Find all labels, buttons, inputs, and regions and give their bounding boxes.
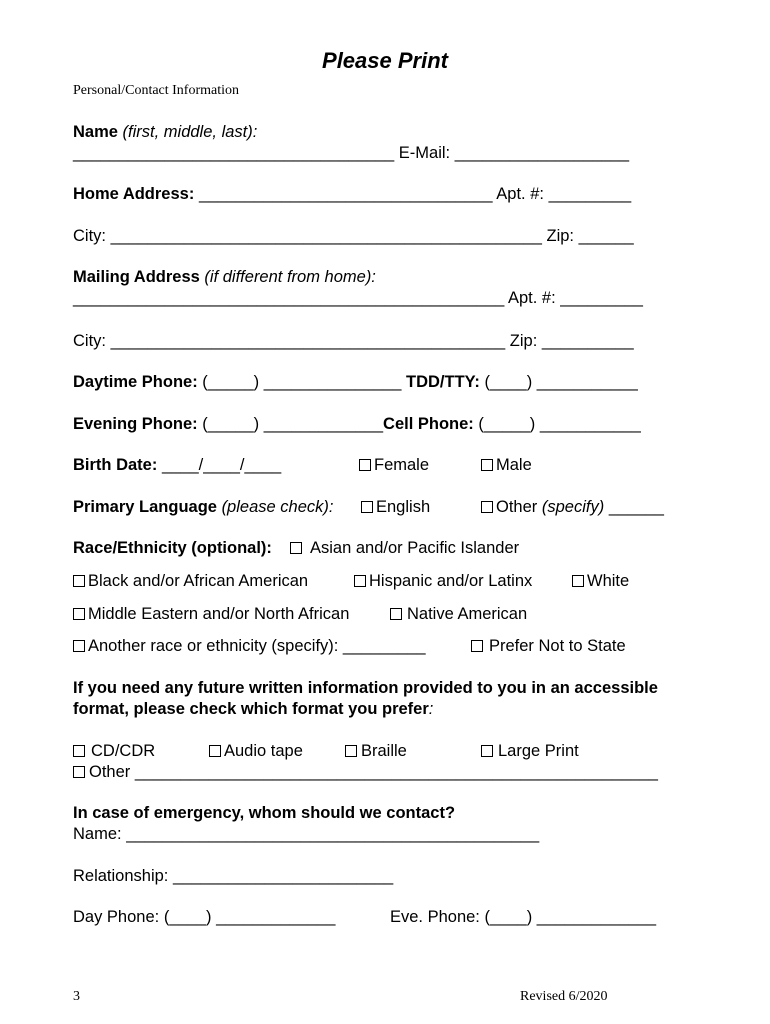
other-format-field[interactable]: _________________________________________________________ (134, 763, 658, 781)
mailing-address-row (73, 267, 376, 287)
audio-tape-option[interactable] (209, 741, 303, 761)
tdd-field[interactable]: (____) ___________ (484, 373, 638, 391)
mailing-apt-label: Apt. #: (507, 289, 556, 307)
another-race-option[interactable] (73, 636, 426, 656)
other-format-option[interactable] (73, 762, 658, 782)
name-hint: (first, middle, last): (122, 123, 258, 141)
evening-phone-label: Evening Phone: (73, 415, 198, 433)
race-label: Race/Ethnicity (optional): (73, 539, 272, 557)
accessible-heading-line1: If you need any future written information provided to you in an accessible (73, 679, 658, 697)
mailing-address-hint: (if different from home): (204, 268, 376, 286)
page-title: Please Print (322, 48, 448, 73)
email-field[interactable]: ___________________ (454, 144, 630, 162)
tdd-label: TDD/TTY: (406, 373, 480, 391)
home-city-field[interactable]: _______________________________________________ (110, 227, 542, 245)
emergency-heading: In case of emergency, whom should we contact? (73, 804, 456, 822)
audio-tape-label: Audio tape (224, 742, 303, 760)
daytime-phone-field[interactable]: (_____) _______________ (202, 373, 402, 391)
primary-language-label: Primary Language (73, 498, 217, 516)
audio-tape-checkbox[interactable] (209, 745, 221, 757)
name-row (73, 122, 257, 142)
emergency-eve-phone-row (390, 907, 656, 927)
cell-phone-label: Cell Phone: (383, 415, 474, 433)
native-american-label: Native American (407, 605, 528, 623)
mailing-city-row (73, 331, 634, 351)
native-american-checkbox[interactable] (390, 608, 402, 620)
home-zip-field[interactable]: ______ (578, 227, 634, 245)
birth-date-field[interactable]: ____/____/____ (161, 456, 282, 474)
mailing-city-label: City: (73, 332, 106, 350)
male-checkbox[interactable] (481, 459, 493, 471)
revised-date: Revised 6/2020 (520, 989, 608, 1004)
mailing-zip-label: Zip: (509, 332, 538, 350)
emergency-day-phone-row (73, 907, 335, 927)
middle-eastern-label: Middle Eastern and/or North African (88, 605, 350, 623)
accessible-heading-line2: format, please check which format you prefer: (73, 700, 434, 718)
mailing-address-label: Mailing Address (73, 268, 200, 286)
prefer-not-checkbox[interactable] (471, 640, 483, 652)
prefer-not-label: Prefer Not to State (489, 637, 626, 655)
middle-eastern-checkbox[interactable] (73, 608, 85, 620)
section-label: Personal/Contact Information (73, 83, 240, 98)
other-language-label: Other (496, 498, 538, 516)
english-option[interactable] (361, 497, 430, 517)
cd-checkbox[interactable] (73, 745, 85, 757)
birth-date-row (73, 455, 281, 475)
middle-eastern-option[interactable] (73, 604, 349, 624)
mailing-zip-field[interactable]: __________ (541, 332, 634, 350)
prefer-not-option[interactable] (471, 636, 626, 656)
english-checkbox[interactable] (361, 501, 373, 513)
black-label: Black and/or African American (88, 572, 309, 590)
name-field[interactable]: ___________________________________ (73, 144, 395, 162)
emergency-day-phone-field[interactable]: (____) _____________ (163, 908, 336, 926)
name-label: Name (73, 123, 118, 141)
english-label: English (376, 498, 431, 516)
hispanic-label: Hispanic and/or Latinx (369, 572, 533, 590)
page-number: 3 (73, 989, 80, 1004)
emergency-eve-phone-label: Eve. Phone: (390, 908, 480, 926)
another-race-checkbox[interactable] (73, 640, 85, 652)
other-language-checkbox[interactable] (481, 501, 493, 513)
large-print-label: Large Print (498, 742, 579, 760)
relationship-label: Relationship: (73, 867, 169, 885)
asian-label: Asian and/or Pacific Islander (310, 539, 520, 557)
other-language-field[interactable]: ______ (608, 498, 664, 516)
mailing-apt-field[interactable]: _________ (560, 289, 643, 307)
cd-option[interactable] (73, 741, 155, 761)
daytime-phone-label: Daytime Phone: (73, 373, 198, 391)
emergency-day-phone-label: Day Phone: (73, 908, 160, 926)
mailing-city-field[interactable]: ___________________________________________ (110, 332, 506, 350)
emergency-name-field[interactable]: _____________________________________________ (126, 825, 540, 843)
home-address-row (73, 184, 631, 204)
birth-date-label: Birth Date: (73, 456, 158, 474)
white-checkbox[interactable] (572, 575, 584, 587)
name-email-row (73, 143, 629, 163)
home-apt-label: Apt. #: (496, 185, 544, 203)
cd-label: CD/CDR (91, 742, 156, 760)
female-option[interactable] (359, 455, 429, 475)
asian-checkbox[interactable] (290, 542, 302, 554)
email-label: E-Mail: (398, 144, 451, 162)
other-format-label: Other (89, 763, 131, 781)
home-city-label: City: (73, 227, 106, 245)
emergency-name-label: Name: (73, 825, 122, 843)
emergency-eve-phone-field[interactable]: (____) _____________ (484, 908, 657, 926)
home-address-field[interactable]: ________________________________ (198, 185, 493, 203)
mailing-address-field[interactable]: _______________________________________________ (73, 289, 505, 307)
large-print-option[interactable] (481, 741, 579, 761)
home-address-label: Home Address: (73, 185, 195, 203)
braille-label: Braille (361, 742, 407, 760)
evening-phone-field[interactable]: (_____) _____________ (202, 415, 384, 433)
hispanic-checkbox[interactable] (354, 575, 366, 587)
home-zip-label: Zip: (546, 227, 574, 245)
hispanic-option[interactable] (354, 571, 532, 591)
white-label: White (587, 572, 630, 590)
braille-option[interactable] (345, 741, 407, 761)
mailing-address-line (73, 288, 643, 308)
braille-checkbox[interactable] (345, 745, 357, 757)
other-format-checkbox[interactable] (73, 766, 85, 778)
black-option[interactable] (73, 571, 308, 591)
large-print-checkbox[interactable] (481, 745, 493, 757)
female-checkbox[interactable] (359, 459, 371, 471)
black-checkbox[interactable] (73, 575, 85, 587)
primary-language-row (73, 497, 333, 517)
asian-option[interactable] (290, 538, 519, 558)
relationship-row (73, 866, 393, 886)
another-race-label: Another race or ethnicity (specify): _________ (88, 637, 426, 655)
male-label: Male (496, 456, 532, 474)
home-city-row (73, 226, 634, 246)
emergency-name-row (73, 824, 539, 844)
native-american-option[interactable] (390, 604, 527, 624)
relationship-field[interactable]: ________________________ (172, 867, 394, 885)
primary-language-hint: (please check): (221, 498, 334, 516)
other-language-option[interactable] (481, 497, 664, 517)
daytime-phone-row (73, 372, 638, 392)
male-option[interactable] (481, 455, 532, 475)
home-apt-field[interactable]: _________ (548, 185, 632, 203)
evening-phone-row (73, 414, 641, 434)
white-option[interactable] (572, 571, 629, 591)
female-label: Female (374, 456, 430, 474)
cell-phone-field[interactable]: (_____) ___________ (478, 415, 641, 433)
other-language-specify: (specify) (541, 498, 605, 516)
